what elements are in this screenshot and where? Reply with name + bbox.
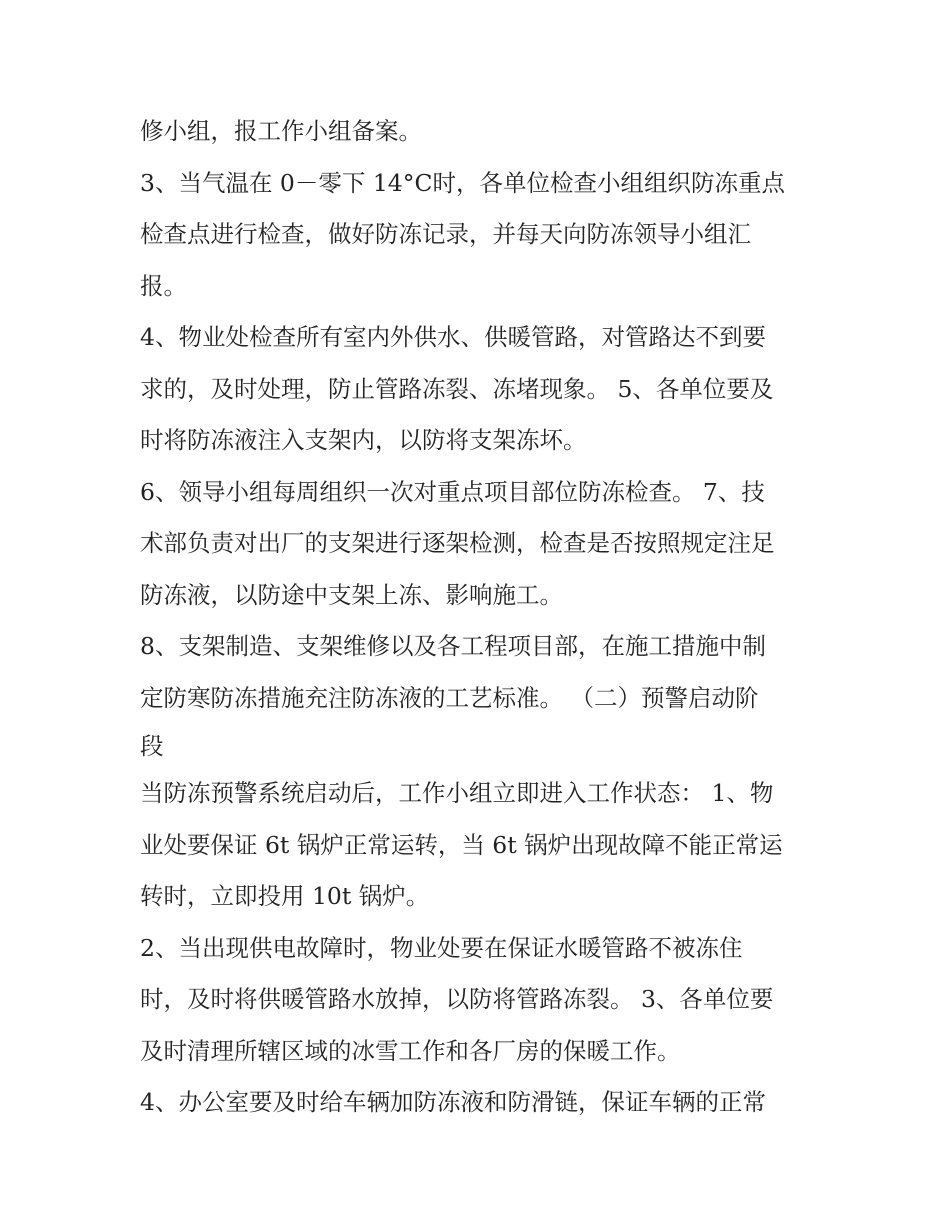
text-line: 防冻液，以防途中支架上冻、影响施工。 [140, 580, 563, 609]
text-line: 8、支架制造、支架维修以及各工程项目部，在施工措施中制 [140, 632, 766, 660]
text-line: 当防冻预警系统启动后，工作小组立即进入工作状态： 1、物 [140, 779, 774, 807]
text-line: 3、当气温在 0－零下 14°C时，各单位检查小组组织防冻重点 [140, 168, 785, 197]
text-line: 4、办公室要及时给车辆加防冻液和防滑链，保证车辆的正常 [140, 1088, 766, 1116]
text-line: 时，及时将供暖管路水放掉，以防将管路冻裂。 3、各单位要 [140, 985, 774, 1013]
text-line: 定防寒防冻措施充注防冻液的工艺标准。 （二）预警启动阶 [140, 683, 759, 712]
text-line: 6、领导小组每周组织一次对重点项目部位防冻检查。 7、技 [140, 477, 765, 506]
text-line: 时将防冻液注入支架内，以防将支架冻坏。 [140, 426, 587, 454]
text-line: 及时清理所辖区域的冰雪工作和各厂房的保暖工作。 [140, 1036, 681, 1065]
text-line: 4、物业处检查所有室内外供水、供暖管路，对管路达不到要 [140, 323, 766, 351]
text-line: 业处要保证 6t 锅炉正常运转，当 6t 锅炉出现故障不能正常运 [140, 830, 783, 859]
text-line: 术部负责对出厂的支架进行逐架检测，检查是否按照规定注足 [140, 529, 775, 557]
text-line: 检查点进行检查，做好防冻记录，并每天向防冻领导小组汇 [140, 220, 751, 248]
text-line: 求的，及时处理，防止管路冻裂、冻堵现象。 5、各单位要及 [140, 374, 774, 403]
text-line: 2、当出现供电故障时，物业处要在保证水暖管路不被冻住 [140, 933, 743, 962]
text-line: 转时，立即投用 10t 锅炉。 [140, 882, 430, 910]
text-line: 段 [140, 732, 164, 760]
document-body [140, 106, 830, 1129]
text-line: 修小组，报工作小组备案。 [140, 117, 422, 145]
text-line: 报。 [140, 271, 187, 300]
